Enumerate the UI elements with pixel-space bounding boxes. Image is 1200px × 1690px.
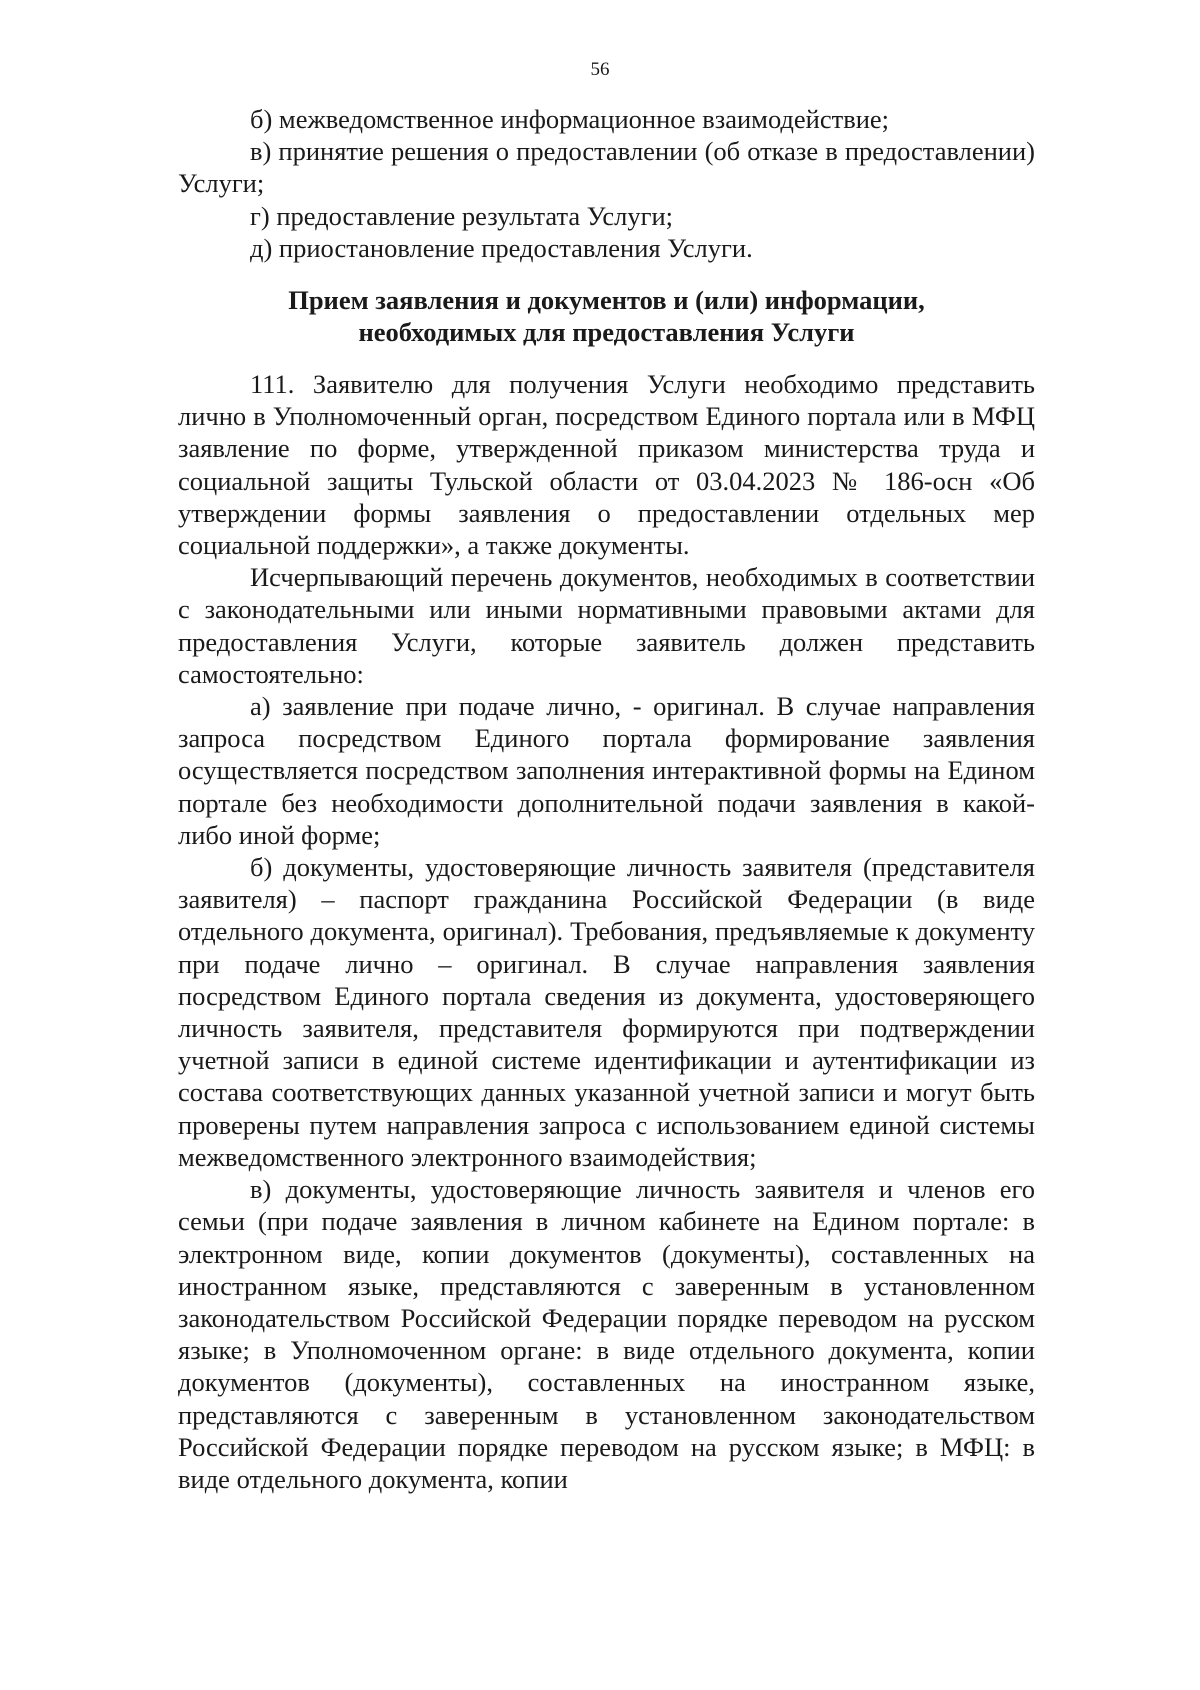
list-item-b: б) межведомственное информационное взаимодействие;: [250, 104, 890, 134]
list-item-g: г) предоставление результата Услуги;: [250, 200, 674, 231]
section-heading-line-2: необходимых для предоставления Услуги: [358, 317, 855, 348]
page-number: 56: [590, 59, 610, 80]
paragraph-item-b: б) документы, удостоверяющие личность заявителя (представителя заявителя) – паспорт гражданина Российской Федерации (в виде отдельного документа, оригинал). Требования, предъявляемые к документу при подаче лично – оригинал. В случае направления заявления посредством Единого портала сведения из документа, удостоверяющего личность заявителя, представителя формируются при подтверждении учетной записи в единой системе идентификации и аутентификации из состава соответствующих данных указанной учетной записи и могут быть проверены путем направления запроса с использованием единой системы межведомственного электронного взаимодействия;: [178, 852, 1035, 1172]
paragraph-documents-list: Исчерпывающий перечень документов, необходимых в соответствии с законодательными или иными нормативными правовыми актами для предоставления Услуги, которые заявитель должен представить самостоятельно:: [178, 562, 1035, 689]
list-item-v: в) принятие решения о предоставлении (об отказе в предоставлении) Услуги;: [178, 136, 1035, 199]
paragraph-item-a: а) заявление при подаче лично, - оригинал. В случае направления запроса посредством Единого портала формирование заявления осуществляется посредством заполнения интерактивной формы на Едином портале без необходимости дополнительной подачи заявления в какой-либо иной форме;: [178, 691, 1035, 850]
section-heading: [178, 284, 1035, 348]
document-body: [178, 103, 1035, 1495]
paragraph-111: 111. Заявителю для получения Услуги необходимо представить лично в Уполномоченный орган, посредством Единого портала или в МФЦ заявление по форме, утвержденной приказом министерства труда и социальной защиты Тульской области от 03.04.2023 № 186-осн «Об утверждении формы заявления о предоставлении отдельных мер социальной поддержки», а также документы.: [178, 369, 1035, 561]
list-item-d: д) приостановление предоставления Услуги.: [250, 232, 753, 263]
section-heading-line-1: Прием заявления и документов и (или) информации,: [288, 285, 925, 316]
paragraph-item-v: в) документы, удостоверяющие личность заявителя и членов его семьи (при подаче заявления в личном кабинете на Едином портале: в электронном виде, копии документов (документы), составленных на иностранном языке, представляются с заверенным в установленном законодательством Российской Федерации порядке переводом на русском языке; в Уполномоченном органе: в виде отдельного документа, копии документов (документы), составленных на иностранном языке, представляются с заверенным в установленном законодательством Российской Федерации порядке переводом на русском языке; в МФЦ: в виде отдельного документа, копии: [178, 1174, 1035, 1494]
